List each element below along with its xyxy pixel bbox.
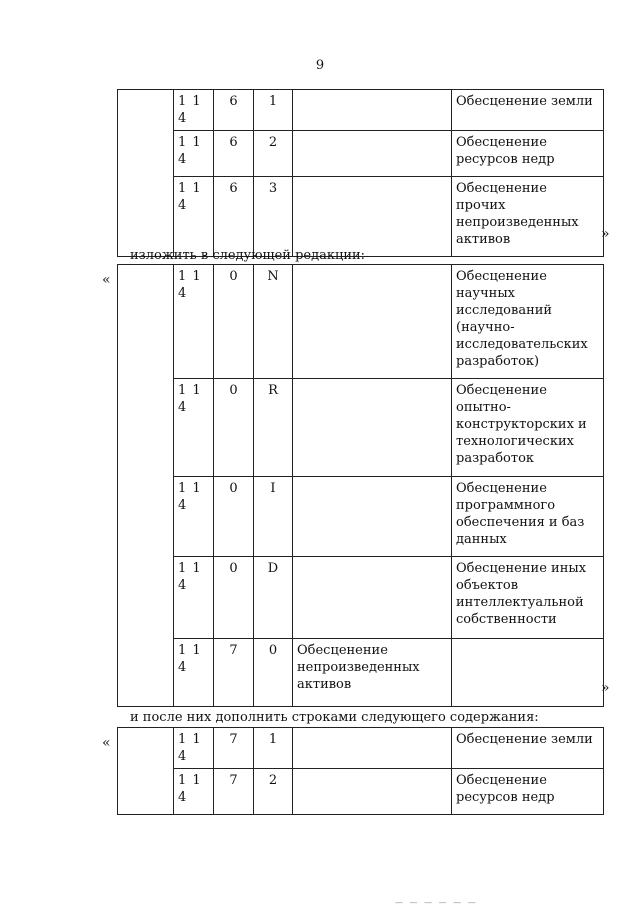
description-cell: Обесценение иных объектов интеллектуальной собственности — [452, 557, 604, 639]
group-cell: 0 — [214, 477, 254, 557]
code-cell: 1 1 4 — [174, 769, 214, 815]
blank-column-cell — [118, 728, 174, 815]
group-cell: 6 — [214, 90, 254, 131]
description-cell: Обесценение программного обеспечения и баз данных — [452, 477, 604, 557]
chart-name-cell — [293, 131, 452, 177]
table-row — [118, 557, 604, 639]
chart-name-cell — [293, 769, 452, 815]
chart-name-cell — [293, 265, 452, 379]
item-cell: I — [254, 477, 293, 557]
group-cell: 0 — [214, 557, 254, 639]
item-cell: 1 — [254, 728, 293, 769]
blank-column-cell — [118, 265, 174, 707]
code-table-append — [117, 727, 604, 815]
blank-column-cell — [118, 90, 174, 257]
chart-name-cell — [293, 557, 452, 639]
table-row — [118, 177, 604, 257]
description-cell — [452, 639, 604, 707]
group-cell: 6 — [214, 131, 254, 177]
table-row — [118, 131, 604, 177]
chart-name-cell — [293, 177, 452, 257]
table-row — [118, 265, 604, 379]
item-cell: N — [254, 265, 293, 379]
description-cell: Обесценение ресурсов недр — [452, 769, 604, 815]
chart-name-cell: Обесценение непроизведенных активов — [293, 639, 452, 707]
item-cell: 2 — [254, 769, 293, 815]
code-cell: 1 1 4 — [174, 131, 214, 177]
table-row — [118, 769, 604, 815]
group-cell: 0 — [214, 265, 254, 379]
table-row — [118, 90, 604, 131]
code-cell: 1 1 4 — [174, 379, 214, 477]
code-cell: 1 1 4 — [174, 265, 214, 379]
footer-scan-marks: — — — — — — — [395, 898, 478, 907]
opening-quote: « — [102, 735, 111, 751]
description-cell: Обесценение опытно-конструкторских и технологических разработок — [452, 379, 604, 477]
table-row — [118, 379, 604, 477]
code-cell: 1 1 4 — [174, 639, 214, 707]
chart-name-cell — [293, 379, 452, 477]
closing-quote: » — [601, 226, 610, 242]
code-cell: 1 1 4 — [174, 728, 214, 769]
code-cell: 1 1 4 — [174, 90, 214, 131]
table-row — [118, 639, 604, 707]
append-instruction: и после них дополнить строками следующего содержания: — [130, 710, 539, 725]
description-cell: Обесценение земли — [452, 90, 604, 131]
opening-quote: « — [102, 272, 111, 288]
group-cell: 6 — [214, 177, 254, 257]
group-cell: 7 — [214, 769, 254, 815]
table-row — [118, 728, 604, 769]
description-cell: Обесценение научных исследований (научно-исследовательских разработок) — [452, 265, 604, 379]
table-row — [118, 477, 604, 557]
item-cell: 2 — [254, 131, 293, 177]
item-cell: 1 — [254, 90, 293, 131]
chart-name-cell — [293, 728, 452, 769]
item-cell: D — [254, 557, 293, 639]
description-cell: Обесценение земли — [452, 728, 604, 769]
closing-quote: » — [601, 680, 610, 696]
description-cell: Обесценение прочих непроизведенных активов — [452, 177, 604, 257]
group-cell: 7 — [214, 639, 254, 707]
code-table-new — [117, 264, 604, 707]
code-table-current — [117, 89, 604, 257]
chart-name-cell — [293, 90, 452, 131]
page-number: 9 — [315, 58, 325, 73]
group-cell: 7 — [214, 728, 254, 769]
code-cell: 1 1 4 — [174, 177, 214, 257]
description-cell: Обесценение ресурсов недр — [452, 131, 604, 177]
group-cell: 0 — [214, 379, 254, 477]
item-cell: 0 — [254, 639, 293, 707]
code-cell: 1 1 4 — [174, 477, 214, 557]
chart-name-cell — [293, 477, 452, 557]
item-cell: R — [254, 379, 293, 477]
item-cell: 3 — [254, 177, 293, 257]
replace-instruction: изложить в следующей редакции: — [130, 248, 366, 263]
code-cell: 1 1 4 — [174, 557, 214, 639]
